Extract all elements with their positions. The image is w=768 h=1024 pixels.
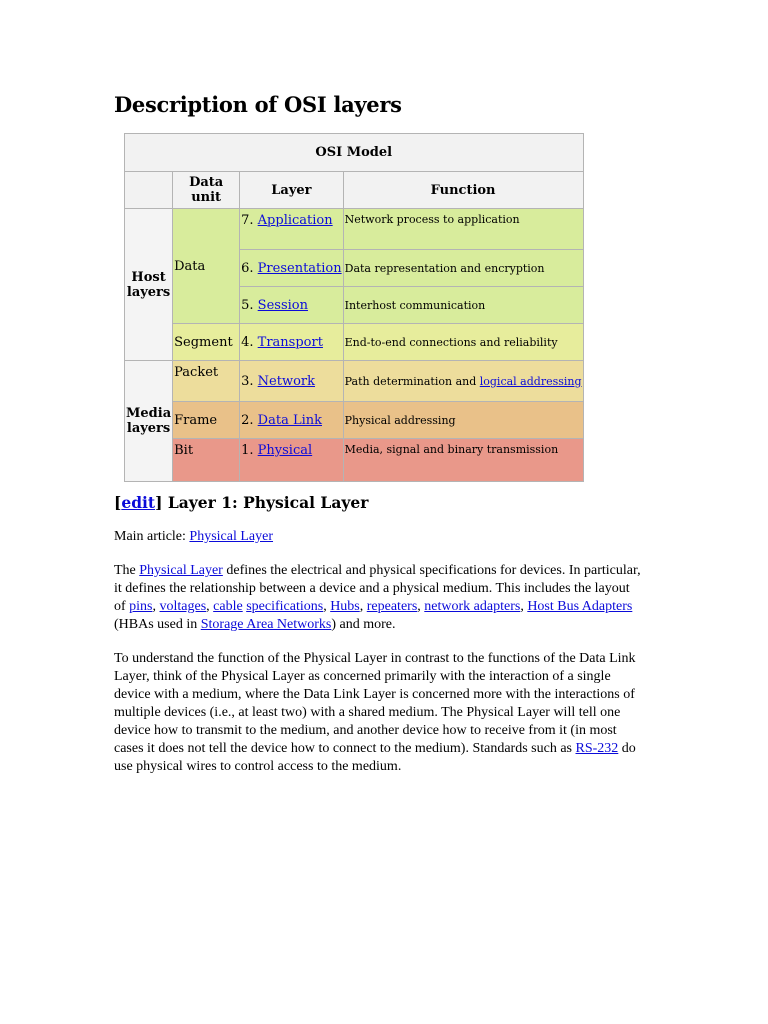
link-host-bus-adapters[interactable]: Host Bus Adapters — [527, 599, 633, 614]
layer-2 — [240, 402, 344, 439]
layer-number: 1. — [241, 443, 254, 458]
edit-bracket-close: ] — [155, 493, 163, 512]
link-physical[interactable]: Physical — [257, 443, 313, 458]
function-3-text: Path determination and — [344, 374, 480, 388]
layer-number: 2. — [241, 412, 254, 428]
osi-model-table — [124, 133, 584, 482]
link-transport[interactable]: Transport — [257, 334, 323, 350]
edit-bracket-open: [ — [114, 493, 122, 512]
main-article-label: Main article: — [114, 529, 190, 544]
link-cable[interactable]: cable — [213, 599, 243, 614]
layer-7 — [240, 209, 344, 250]
layer-number: 4. — [241, 334, 254, 350]
layer-4 — [240, 324, 344, 361]
function-5: Interhost communication — [343, 287, 583, 324]
layer-number: 6. — [241, 260, 254, 276]
layer-5 — [240, 287, 344, 324]
link-network[interactable]: Network — [257, 373, 316, 389]
function-7: Network process to application — [343, 209, 583, 250]
layer-3 — [240, 361, 344, 402]
paragraph-physical-layer: The Physical Layer defines the electrical and physical specifications for devices. In particular, it defines the relationship between a device and a physical medium. This includes the layout of pins, voltages, cable specifications, Hubs, repeaters, network adapters, Host Bus Adapters (HBAs used in Storage Area Networks) and more. — [114, 563, 641, 632]
layer-number: 5. — [241, 297, 254, 313]
link-repeaters[interactable]: repeaters — [366, 599, 418, 614]
function-1: Media, signal and binary transmission — [343, 439, 583, 482]
function-2: Physical addressing — [343, 402, 583, 439]
paragraph-understanding: To understand the function of the Physical Layer in contrast to the functions of the Data Link Layer, think of the Physical Layer as concerned primarily with the interaction of a single device with a medium, where the Data Link Layer is concerned more with the interactions of multiple devices (i.e., at least two) with a shared medium. The Physical Layer will tell one device how to transmit to the medium, and another device how to receive from it (in most cases it does not tell the device how to connect to the medium). Standards such as RS-232 do use physical wires to control access to the medium. — [114, 651, 636, 774]
layer-1 — [240, 439, 344, 482]
function-6: Data representation and encryption — [343, 250, 583, 287]
layer-number: 3. — [241, 373, 254, 389]
host-layers-label: Host layers — [125, 209, 173, 361]
unit-segment: Segment — [173, 324, 240, 361]
link-application[interactable]: Application — [257, 213, 333, 228]
unit-frame: Frame — [173, 402, 240, 439]
layer-number: 7. — [241, 213, 254, 228]
link-physical-layer[interactable]: Physical Layer — [139, 563, 223, 578]
link-specifications[interactable]: specifications — [246, 599, 324, 614]
unit-packet: Packet — [173, 361, 240, 402]
link-storage-area-networks[interactable]: Storage Area Networks — [200, 617, 332, 632]
section-heading — [114, 494, 644, 512]
header-data-unit: Data unit — [173, 172, 240, 209]
unit-data: Data — [173, 209, 240, 324]
function-4: End-to-end connections and reliability — [343, 324, 583, 361]
function-3 — [343, 361, 583, 402]
link-data-link[interactable]: Data Link — [257, 412, 322, 428]
page-title: Description of OSI layers — [114, 92, 402, 117]
media-layers-label: Media layers — [125, 361, 173, 482]
header-function: Function — [343, 172, 583, 209]
unit-bit: Bit — [173, 439, 240, 482]
link-session[interactable]: Session — [257, 297, 308, 313]
link-hubs[interactable]: Hubs — [330, 599, 360, 614]
link-rs-232[interactable]: RS-232 — [575, 741, 619, 756]
article-content — [114, 494, 644, 792]
header-blank — [125, 172, 173, 209]
link-presentation[interactable]: Presentation — [257, 260, 342, 276]
header-layer: Layer — [240, 172, 344, 209]
link-pins[interactable]: pins — [129, 599, 153, 614]
layer-6 — [240, 250, 344, 287]
link-voltages[interactable]: voltages — [159, 599, 207, 614]
link-network-adapters[interactable]: network adapters — [424, 599, 521, 614]
table-caption: OSI Model — [125, 134, 584, 172]
main-article-line — [114, 528, 644, 546]
link-logical-addressing[interactable]: logical addressing — [479, 374, 582, 388]
edit-link[interactable]: edit — [121, 493, 156, 512]
section-title: Layer 1: Physical Layer — [162, 493, 369, 512]
main-article-link[interactable]: Physical Layer — [189, 529, 274, 544]
